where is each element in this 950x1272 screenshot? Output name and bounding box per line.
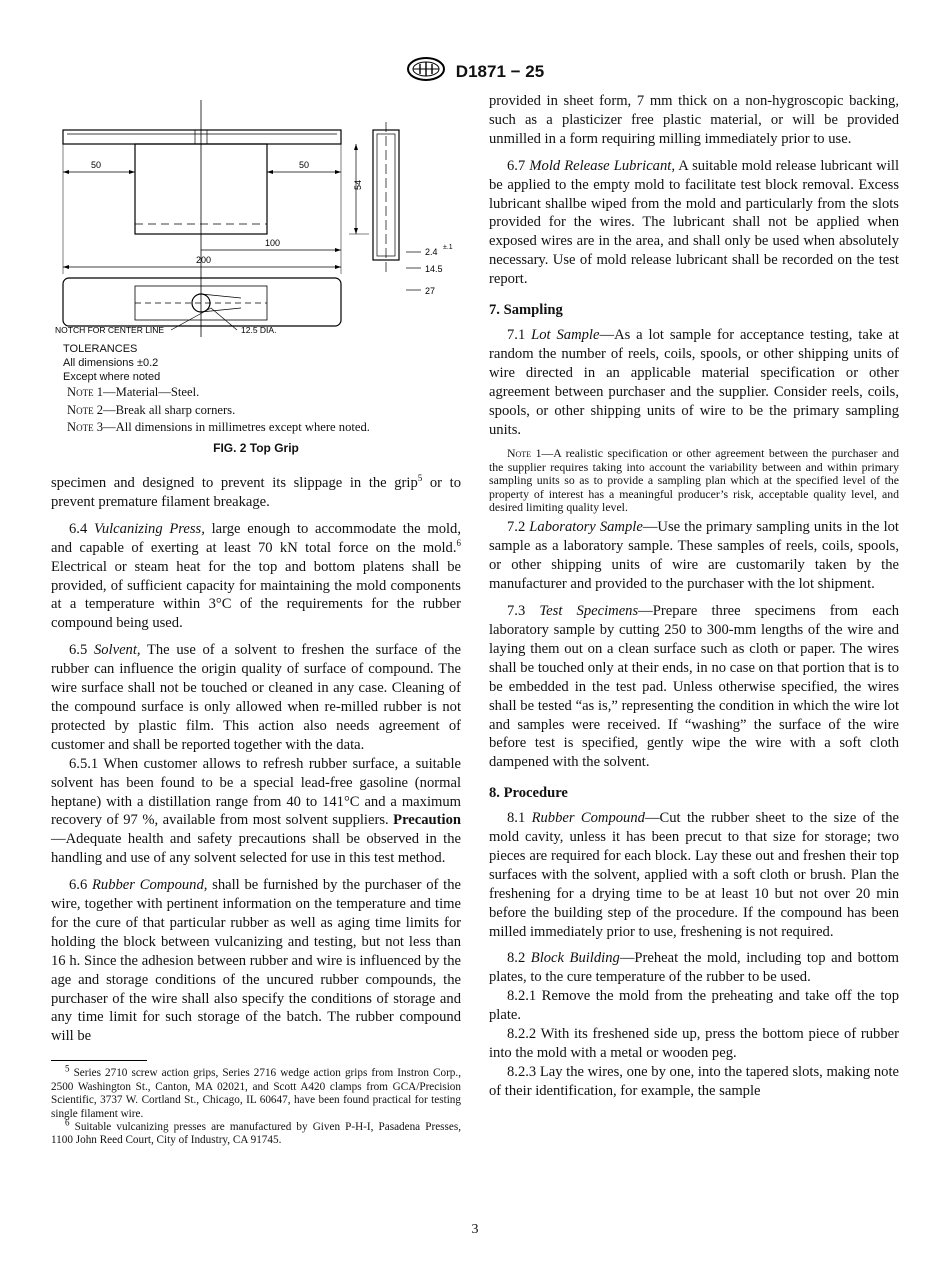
footnote-ref: 6 — [456, 537, 461, 548]
dim-54: 54 — [353, 179, 363, 190]
dim-2-4: 2.4 — [425, 247, 438, 257]
footnote-5: $^5$ Series 2710 screw action grips, Series 2716 wedge action grips from Instron Corp., 2500 Washington St., Canton, MA 02021, and Scott A420 clamps from GCA/Precision Scientific, 3737 W. Cortland St., Chicago, IL 60647, have been found practical for testing single filament wire. — [51, 1063, 461, 1120]
tolerances-title: TOLERANCES — [63, 343, 138, 355]
tolerances-line: Except where noted — [63, 371, 161, 383]
paragraph-continued: specimen and designed to prevent its slippage in the grip$^5$ or to prevent premature filament breakage. — [51, 473, 461, 510]
footnote-6: $^6$ Suitable vulcanizing presses are manufactured by Given P-H-I, Pasadena Presses, 1100 John Reed Court, City of Industry, CA 91745. — [51, 1117, 461, 1147]
footnote-ref: 5 — [417, 473, 423, 484]
section-heading-8: 8. Procedure — [489, 785, 568, 802]
paragraph-8-2-2: 8.2.2 With its freshened side up, press the bottom piece of rubber into the mold with a metal or wooden peg. — [489, 1026, 899, 1061]
diameter-label: 12.5 DIA. — [241, 325, 277, 335]
dim-50-left: 50 — [91, 160, 102, 170]
tolerances-block — [63, 342, 461, 384]
paragraph-8-1: 8.1 Rubber Compound—Cut the rubber sheet to the size of the mold cavity, unless it has been precut to that size for storage; two pieces are required for each block. Lay these out and freshen their top surfaces with the solvent, applied with a soft cloth or brush. Plan the freshening for a drying time to be at least 10 but not over 20 min before the building step of the procedure. If the compound has been milled immediately prior to use, freshening is not required. — [489, 810, 900, 940]
paragraph-6-6: 6.6 Rubber Compound, shall be furnished by the purchaser of the wire, together with pertinent information on the temperature and time for the cure of that particular rubber as well as aging time limits for holding the block between vulcanizing and testing, but not less than 16 h. Since the adhesion between rubber and wire is influenced by the age and storage conditions of the uncured rubber compounds, the purchaser of the wire shall also specify the conditions of storage and any time limit for such storage of the batch. The rubber compound will be — [51, 877, 461, 1045]
paragraph-8-2: 8.2 Block Building—Preheat the mold, including top and bottom plates, to the cure temperature of the rubber to be used. — [489, 950, 900, 986]
paragraph-8-2-3: 8.2.3 Lay the wires, one by one, into the tapered slots, making note of their identification, for example, the sample — [489, 1063, 899, 1099]
top-grip-drawing — [51, 92, 461, 348]
paragraph-6-7: 6.7 Mold Release Lubricant, A suitable mold release lubricant will be applied to the empty mold to facilitate test block removal. Excess lubricant shallbe wiped from the mold and particularly from the slots provided for the wires. The lubricant shall not be applied when exposed wires are in the area, and shall only be used when absolutely necessary. Use of mold release lubricant shall be recorded on the test report. — [489, 157, 900, 288]
figure-note: Note 2—Break all sharp corners. — [67, 402, 236, 417]
figure-top-grip — [51, 92, 461, 462]
left-column — [51, 92, 461, 1148]
footnote-divider — [51, 1060, 147, 1061]
astm-logo-icon — [406, 56, 446, 87]
page-number: 3 — [471, 1222, 479, 1237]
tolerances-line: All dimensions ±0.2 — [63, 357, 159, 369]
notch-label: NOTCH FOR CENTER LINE — [55, 325, 165, 335]
paragraph-7-3: 7.3 Test Specimens—Prepare three specimens from each laboratory sample by cutting 250 to 300-mm lengths of the wire and laying them out on a clean surface such as cloth or paper. The wires shall be touched only at their ends, in no case on that portion that is to be embedded in the test pad. Unless otherwise specified, the wires shall be tested “as is,” representing the condition in which the wire lot and samples were received. If “washing” the surface of the wire before test is specified, gently wipe the wire with a soft cloth dampened with the solvent. — [489, 603, 900, 771]
page-header — [0, 56, 950, 87]
paragraph-6-5-1: 6.5.1 When customer allows to refresh rubber surface, a suitable solvent has been found to be a special lead-free gasoline (normal heptane) with a distillation range from 40 to 141°C and a maximum recovery of 97 %, available from most solvent suppliers. Precaution—Adequate health and safety precautions shall be observed in the handling and use of any solvent selected for use in this test method. — [51, 755, 461, 867]
paragraph-continued: provided in sheet form, 7 mm thick on a non-hygroscopic backing, such as a plasticizer free plastic material, or will be provided unmilled in a form requiring milling immediately prior to use. — [489, 93, 899, 147]
paragraph-6-5: 6.5 Solvent, The use of a solvent to freshen the surface of the rubber can influence the origin quality of surface of compound. The wire surface shall not be touched or cleaned in any case. Cleaning of the compound surface is only allowed when re-milled rubber is not protected by plastic film. This action also needs agreement of customer and shall be reported together with the data. — [51, 642, 462, 753]
dim-50-right: 50 — [299, 160, 310, 170]
right-column — [489, 92, 899, 1101]
figure-note: Note 1—Material—Steel. — [67, 385, 200, 399]
paragraph-7-1: 7.1 Lot Sample—As a lot sample for acceptance testing, take at random the number of reels, coils, spools, or other shipping units of wire directed in an applicable material specification or other agreement between purchaser and the supplier. Consider reels, coils, spools, or other shipping units of wire to be the primary sampling units. — [489, 326, 900, 438]
dim-200: 200 — [196, 255, 212, 265]
figure-caption: FIG. 2 Top Grip — [213, 440, 299, 455]
paragraph-7-2: 7.2 Laboratory Sample—Use the primary sampling units in the lot sample as a laboratory sample. These samples of reels, coils, spools, or other shipping units of wire are customarily taken by the manufacturer and provided to the purchaser with the lot shipment. — [489, 519, 899, 593]
note-1: Note 1—A realistic specification or other agreement between the purchaser and the supplier requires taking into account the variability between and within primary sampling units so as to provide a sampling plan which at the specified level of the property of interest has a meaningful producer’s risk, acceptable quality level, and desired limiting quality level. — [489, 446, 899, 515]
paragraph-8-2-1: 8.2.1 Remove the mold from the preheating and take off the top plate. — [489, 988, 899, 1024]
figure-note: Note 3—All dimensions in millimetres except where noted. — [67, 420, 370, 434]
dim-14-5: 14.5 — [425, 264, 443, 274]
paragraph-6-4: 6.4 Vulcanizing Press, large enough to accommodate the mold, and capable of exerting at least 70 kN total force on the mold.$^6$ Electrical or steam heat for the top and bottom platens shall be provided, of sufficient capacity for maintaining the mold components at a temperature within 3°C of the requirements for the rubber compound being used. — [51, 520, 462, 632]
section-heading-7: 7. Sampling — [489, 302, 563, 319]
dim-27: 27 — [425, 286, 436, 296]
dim-2-4-tolerance: ±.1 — [443, 244, 453, 251]
dim-100: 100 — [265, 238, 281, 248]
document-designation: D1871 − 25 — [455, 61, 545, 81]
